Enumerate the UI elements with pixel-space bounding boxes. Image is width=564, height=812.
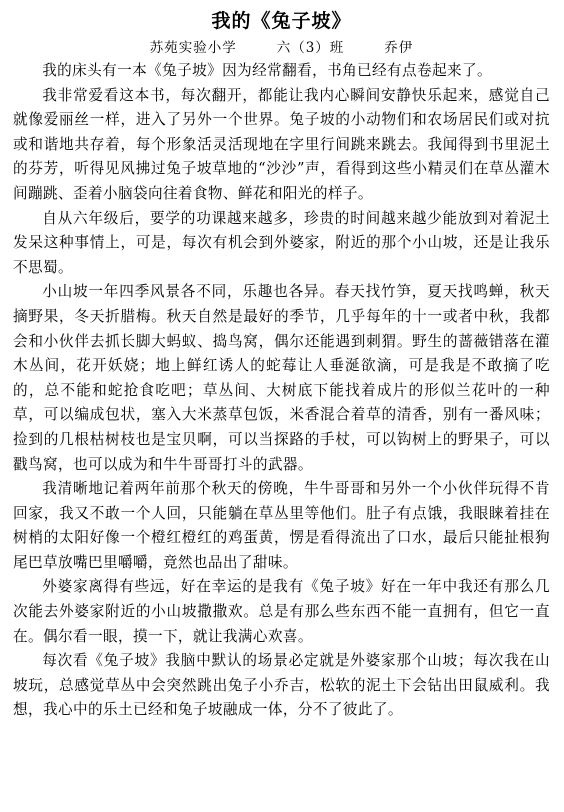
paragraph-4: 小山坡一年四季风景各不同，乐趣也各异。春天找竹笋，夏天找鸣蝉，秋天摘野果，冬天折腊梅。秋天自然是最好的季节，几乎每年的十一或者中秋，我都会和小伙伴去抓长脚大蚂蚁、捣鸟窝，偶尔还能遇到刺猬。野生的蔷薇错落在灌木丛间，花开妖娆；地上鲜红诱人的蛇莓让人垂涎欲滴，可是我是不敢摘了吃的，总不能和蛇抢食吃吧；草丛间、大树底下能找着成片的形似兰花叶的一种草，可以编成包状，塞入大米蒸草包饭，米香混合着草的清香，别有一番风味；捡到的几根枯树枝也是宝贝啊，可以当探路的手杖，可以钩树上的野果子，可以戳鸟窝，也可以成为和牛牛哥哥打斗的武器。	[13, 283, 550, 473]
paragraph-1: 我的床头有一本《兔子坡》因为经常翻看，书角已经有点卷起来了。	[42, 62, 493, 79]
document-body	[13, 59, 550, 723]
byline	[13, 37, 550, 59]
class-name: 六（3）班	[276, 40, 345, 56]
paragraph-7: 每次看《兔子坡》我脑中默认的场景必定就是外婆家那个山坡；每次我在山坡玩，总感觉草丛中会突然跳出兔子小乔吉，松软的泥土下会钻出田鼠威利。我想，我心中的乐土已经和兔子坡融成一体，分不了彼此了。	[13, 652, 550, 719]
author-name: 乔伊	[384, 40, 414, 56]
document-title: 我的《兔子坡》	[211, 10, 352, 32]
paragraph-2: 我非常爱看这本书，每次翻开，都能让我内心瞬间安静快乐起来，感觉自己就像爱丽丝一样，进入了另外一个世界。兔子坡的小动物们和农场居民们或对抗或和谐地共存着，每个形象活灵活现地在字里行间跳来跳去。我闻得到书里泥土的芬芳，听得见风拂过兔子坡草地的“沙沙”声，看得到这些小精灵们在草丛灌木间蹦跳、歪着小脑袋向往着食物、鲜花和阳光的样子。	[13, 86, 550, 202]
paragraph-3: 自从六年级后，要学的功课越来越多，珍贵的时间越来越少能放到对着泥土发呆这种事情上，可是，每次有机会到外婆家，附近的那个小山坡，还是让我乐不思蜀。	[13, 209, 550, 276]
school-name: 苏苑实验小学	[149, 40, 237, 56]
paragraph-6: 外婆家离得有些远，好在幸运的是我有《兔子坡》好在一年中我还有那么几次能去外婆家附近的小山坡撒撒欢。总是有那么些东西不能一直拥有，但它一直在。偶尔看一眼，摸一下，就让我满心欢喜。	[13, 578, 550, 645]
paragraph-5: 我清晰地记着两年前那个秋天的傍晚，牛牛哥哥和另外一个小伙伴玩得不肯回家，我又不敢一个人回，只能躺在草丛里等他们。肚子有点饿，我眼睐着挂在树梢的太阳好像一个橙红橙红的鸡蛋黄，愣是看得流出了口水，最后只能扯根狗尾巴草放嘴巴里嚼嚼，竟然也品出了甜味。	[13, 480, 550, 571]
